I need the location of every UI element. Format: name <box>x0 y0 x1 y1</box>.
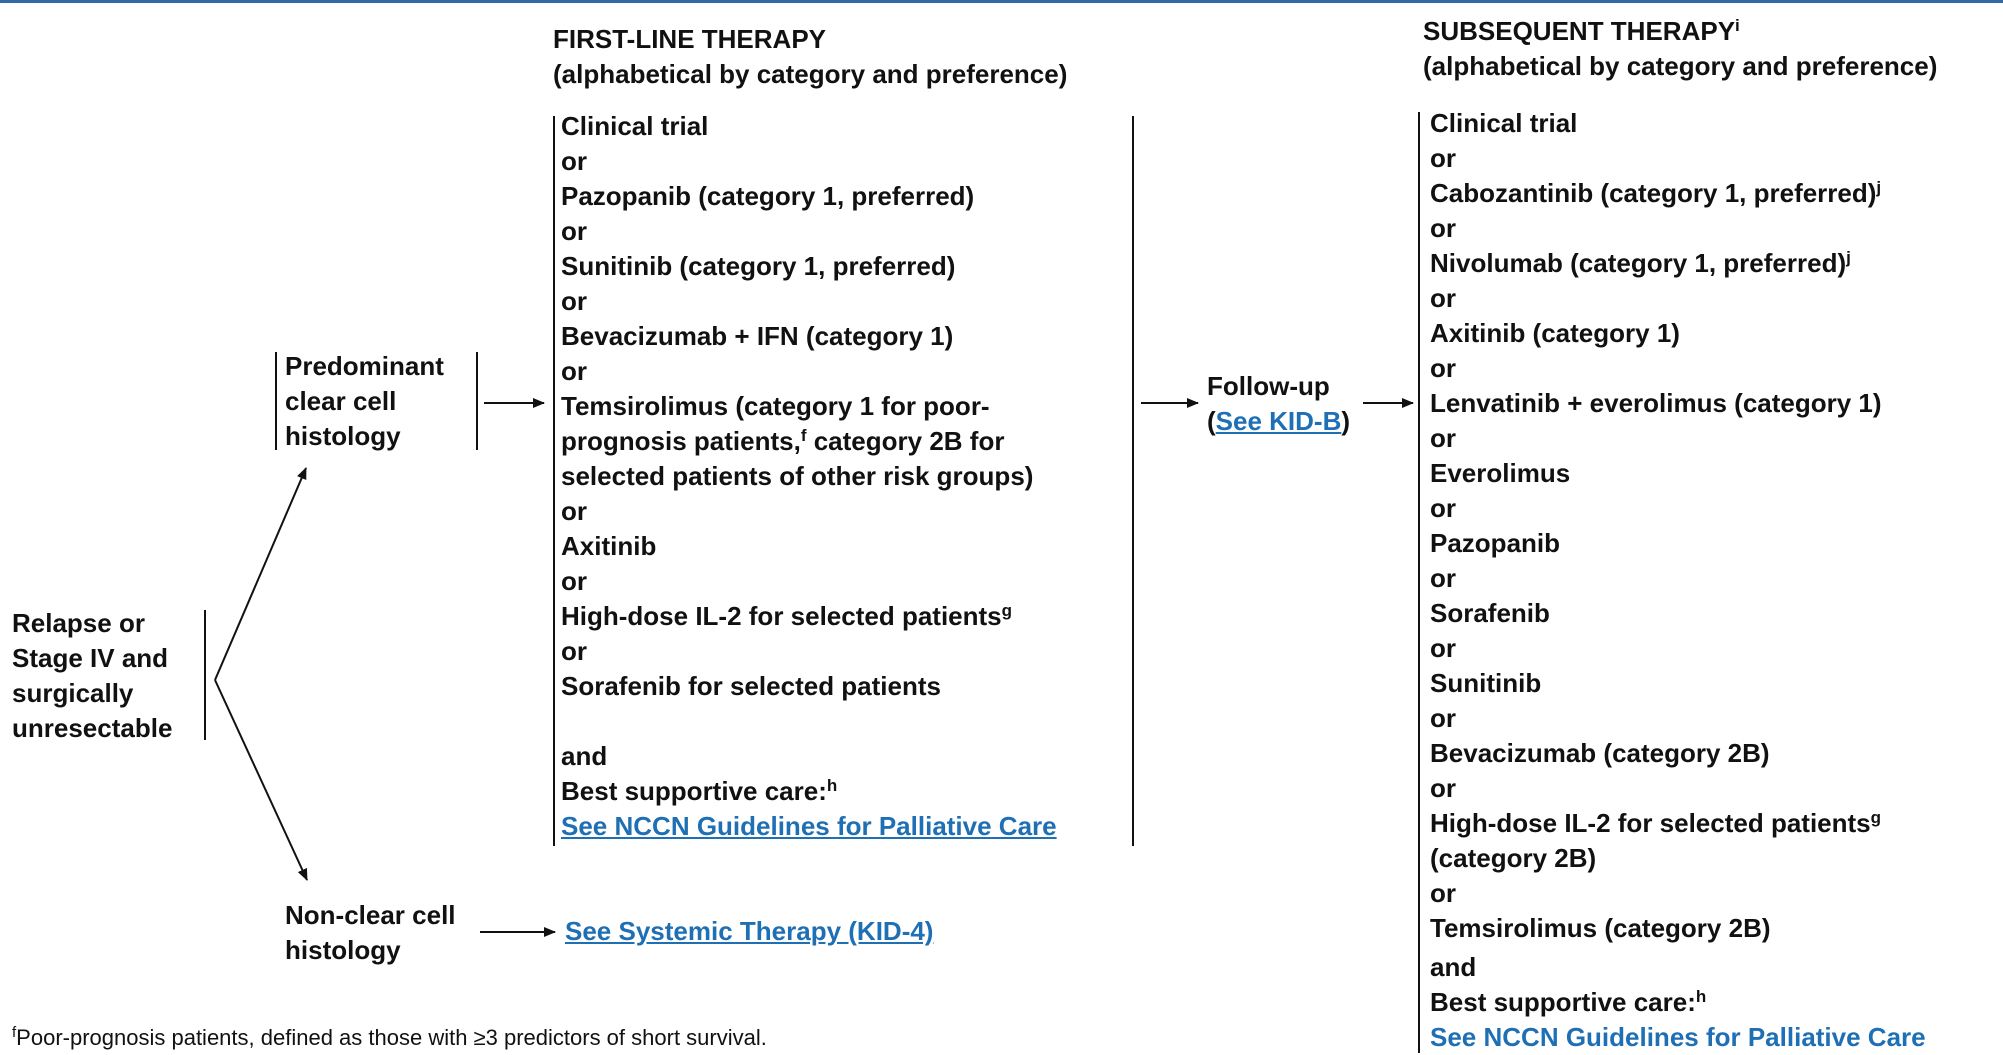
start-node-line: unresectable <box>12 713 173 743</box>
list-item: or <box>1430 423 1456 453</box>
list-item-text: Nivolumab (category 1, preferred) <box>1430 248 1847 278</box>
list-item: Pazopanib (category 1, preferred) <box>561 181 975 211</box>
clear-cell-node <box>285 349 475 454</box>
palliative-care-link[interactable]: See NCCN Guidelines for Palliative Care <box>561 811 1057 841</box>
list-item-text: Best supportive care: <box>561 776 827 806</box>
list-item: Axitinib <box>561 531 657 561</box>
list-item <box>1430 806 2000 841</box>
non-clear-node <box>285 898 475 968</box>
list-item-text: category 2B for <box>813 426 1005 456</box>
list-item <box>1430 176 2000 211</box>
start-node-bracket <box>204 610 206 740</box>
non-clear-line: histology <box>285 935 401 965</box>
list-item: Temsirolimus (category 1 for poor- <box>561 391 990 421</box>
list-item-text: High-dose IL-2 for selected patients <box>1430 808 1871 838</box>
footnote-ref-h: h <box>1695 987 1707 1006</box>
list-item: or <box>561 356 587 386</box>
start-node-line: Stage IV and <box>12 643 169 673</box>
list-item <box>1430 985 2000 1020</box>
start-node-line: Relapse or <box>12 608 145 638</box>
first-line-bracket-left <box>553 116 555 846</box>
subsequent-title-row <box>1423 14 1937 49</box>
footnote-ref-f: f <box>800 426 807 445</box>
arrow-to-clear-cell <box>215 468 306 680</box>
list-item: Axitinib (category 1) <box>1430 318 1680 348</box>
clear-cell-line: Predominant <box>285 351 444 381</box>
clear-cell-line: clear cell <box>285 386 397 416</box>
followup-paren-close: ) <box>1341 406 1351 436</box>
list-item: or <box>1430 633 1456 663</box>
subsequent-list <box>1430 106 2000 1055</box>
footnote-ref-g: g <box>1001 601 1013 620</box>
first-line-list <box>561 109 1126 844</box>
list-item: Everolimus <box>1430 458 1571 488</box>
followup-node <box>1207 369 1350 439</box>
subsequent-header <box>1423 14 1937 84</box>
see-kid-b-link[interactable]: See KID-B <box>1215 406 1342 436</box>
list-item: Clinical trial <box>561 111 709 141</box>
clear-cell-bracket-right <box>476 352 478 450</box>
followup-link-row <box>1207 404 1350 439</box>
footnote-f <box>12 1025 767 1051</box>
footnote-text: Poor-prognosis patients, defined as those with ≥3 predictors of short survival. <box>16 1025 767 1050</box>
non-clear-line: Non-clear cell <box>285 900 456 930</box>
list-item <box>561 599 1126 634</box>
start-node-line: surgically <box>12 678 134 708</box>
list-item: or <box>1430 773 1456 803</box>
clear-cell-bracket-left <box>275 352 277 450</box>
list-item: or <box>1430 563 1456 593</box>
list-item: or <box>561 496 587 526</box>
list-item <box>561 424 1126 459</box>
list-item: and <box>561 741 608 771</box>
list-item: (category 2B) <box>1430 843 1597 873</box>
list-item: Pazopanib <box>1430 528 1561 558</box>
footnote-marker: f <box>12 1024 17 1041</box>
clear-cell-line: histology <box>285 421 401 451</box>
followup-label: Follow-up <box>1207 371 1330 401</box>
list-item <box>561 774 1126 809</box>
list-item: or <box>1430 283 1456 313</box>
list-item: or <box>1430 213 1456 243</box>
list-item-text: Cabozantinib (category 1, preferred) <box>1430 178 1877 208</box>
palliative-care-link[interactable]: See NCCN Guidelines for Palliative Care <box>1430 1022 1926 1052</box>
followup-paren-open: ( <box>1207 406 1216 436</box>
arrow-to-non-clear <box>215 680 307 880</box>
list-item-text: Best supportive care: <box>1430 987 1696 1017</box>
list-item: Lenvatinib + everolimus (category 1) <box>1430 388 1882 418</box>
footnote-ref-j: j <box>1846 248 1851 267</box>
start-node <box>12 606 202 746</box>
list-item: selected patients of other risk groups) <box>561 461 1034 491</box>
list-item-text: High-dose IL-2 for selected patients <box>561 601 1002 631</box>
footnote-ref-i: i <box>1735 16 1740 35</box>
list-item: or <box>561 146 587 176</box>
subsequent-bracket-left <box>1418 112 1420 1053</box>
list-item: Sorafenib for selected patients <box>561 671 941 701</box>
list-item: Temsirolimus (category 2B) <box>1430 913 1771 943</box>
list-item: Clinical trial <box>1430 108 1578 138</box>
list-item: Sunitinib (category 1, preferred) <box>561 251 956 281</box>
first-line-title: FIRST-LINE THERAPY <box>553 24 827 54</box>
list-item: and <box>1430 952 1477 982</box>
list-item: or <box>1430 353 1456 383</box>
list-item: or <box>561 636 587 666</box>
list-item: or <box>1430 878 1456 908</box>
list-item: or <box>561 566 587 596</box>
see-systemic-therapy-link[interactable]: See Systemic Therapy (KID-4) <box>565 916 934 946</box>
list-item: or <box>1430 703 1456 733</box>
list-item: or <box>561 216 587 246</box>
first-line-header <box>553 22 1067 92</box>
list-item <box>1430 246 2000 281</box>
first-line-subtitle: (alphabetical by category and preference) <box>553 59 1068 89</box>
list-item: Sorafenib <box>1430 598 1550 628</box>
list-item: Bevacizumab (category 2B) <box>1430 738 1770 768</box>
list-item: or <box>1430 143 1456 173</box>
subsequent-subtitle: (alphabetical by category and preference) <box>1423 51 1938 81</box>
list-item: or <box>561 286 587 316</box>
subsequent-title: SUBSEQUENT THERAPY <box>1423 16 1736 46</box>
list-item: or <box>1430 493 1456 523</box>
footnote-ref-g: g <box>1870 808 1882 827</box>
list-item: Sunitinib <box>1430 668 1542 698</box>
list-spacer <box>561 704 1126 739</box>
list-item: Bevacizumab + IFN (category 1) <box>561 321 954 351</box>
first-line-bracket-right <box>1132 116 1134 846</box>
footnote-ref-h: h <box>826 776 838 795</box>
list-item-text: prognosis patients, <box>561 426 801 456</box>
footnote-ref-j: j <box>1876 178 1882 197</box>
